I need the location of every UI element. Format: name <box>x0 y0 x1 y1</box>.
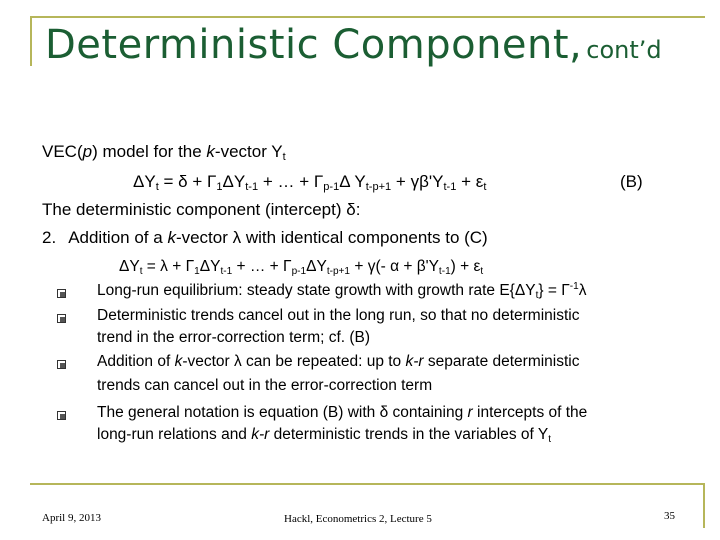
b1-mid: } = Γ <box>538 282 570 299</box>
b4-pre: The general notation is equation (B) with δ containing <box>97 404 468 421</box>
intro-p: p <box>82 142 93 161</box>
bullet-4-line-2 <box>97 426 551 444</box>
item2-k: k <box>167 228 176 247</box>
eqb-s4: + … + Γ <box>258 172 324 191</box>
title-main: Deterministic Component, <box>45 22 583 68</box>
footer-center: Hackl, Econometrics 2, Lecture 5 <box>284 513 432 525</box>
eqc-t5: t-p+1 <box>326 266 351 277</box>
item-2 <box>42 228 488 248</box>
b3-kr: k-r <box>405 353 424 370</box>
intro-pre: VEC( <box>42 142 83 161</box>
eqb-t2: 1 <box>216 181 223 193</box>
eqc-t7: t <box>480 266 484 277</box>
eqb-t7: t <box>483 181 487 193</box>
eqb-t4: p-1 <box>323 181 340 193</box>
frame-right-line <box>703 483 705 528</box>
deterministic-line: The deterministic component (intercept) δ: <box>42 200 361 219</box>
b3-mid: -vector λ can be repeated: up to <box>182 353 406 370</box>
eqc-s1: ΔY <box>119 258 140 275</box>
bullet-icon <box>57 314 66 323</box>
bullet-1 <box>97 282 586 300</box>
eqc-s3: ΔY <box>199 258 221 275</box>
eqc-s6: + γ(- α + β'Y <box>350 258 439 275</box>
bullet-2-line-1: Deterministic trends cancel out in the long run, so that no deterministic <box>97 307 580 324</box>
b4-sub: t <box>548 434 551 445</box>
eqc-s4: + … + Γ <box>232 258 292 275</box>
eqc-s7: ) + ε <box>450 258 481 275</box>
intro-line <box>42 142 286 162</box>
equation-b-label: (B) <box>620 172 643 191</box>
eqc-t2: 1 <box>194 266 200 277</box>
eqb-t5: t-p+1 <box>365 181 392 193</box>
eqb-s1: ΔY <box>133 172 156 191</box>
title-sub: cont’d <box>586 36 662 64</box>
intro-sub: t <box>282 151 286 163</box>
b1-text: Long-run equilibrium: steady state growth with growth rate E{ΔY <box>97 282 536 299</box>
item2-pre: Addition of a <box>68 228 168 247</box>
intro-post: ) model for the <box>92 142 207 161</box>
b4-kr: k-r <box>251 426 270 443</box>
equation-c <box>119 258 483 276</box>
eqc-t3: t-1 <box>220 266 233 277</box>
eqb-s5: Δ Y <box>339 172 366 191</box>
slide-title <box>45 22 662 68</box>
eqc-t4: p-1 <box>291 266 307 277</box>
eqb-s2: = δ + Γ <box>158 172 217 191</box>
b1-end: λ <box>578 282 587 299</box>
eqb-s7: + ε <box>456 172 484 191</box>
b4-l2a: long-run relations and <box>97 426 252 443</box>
eqb-s6: + γβ'Y <box>391 172 444 191</box>
eqc-t6: t-1 <box>438 266 451 277</box>
footer-page-number: 35 <box>664 510 675 522</box>
eqc-t1: t <box>139 266 143 277</box>
intro-post2: -vector Y <box>214 142 283 161</box>
frame-left-line <box>30 16 32 66</box>
b4-post: intercepts of the <box>472 404 588 421</box>
b4-l2b: deterministic trends in the variables of Y <box>269 426 549 443</box>
b3-post: separate deterministic <box>423 353 580 370</box>
b1-sub: t <box>535 290 539 301</box>
eqc-s2: = λ + Γ <box>142 258 195 275</box>
bullet-2-line-2: trend in the error-correction term; cf. (B) <box>97 329 371 346</box>
intro-k: k <box>206 142 215 161</box>
eqb-s3: ΔY <box>222 172 246 191</box>
bullet-3-line-2: trends can cancel out in the error-correction term <box>97 377 433 394</box>
b3-pre: Addition of <box>97 353 175 370</box>
equation-b <box>133 172 486 192</box>
b1-sup: -1 <box>569 281 579 292</box>
eqb-t6: t-1 <box>443 181 457 193</box>
eqb-t1: t <box>155 181 159 193</box>
bullet-4-line-1 <box>97 404 587 422</box>
item2-post: -vector λ with identical components to (C) <box>175 228 488 247</box>
frame-top-line <box>30 16 705 18</box>
bullet-3-line-1 <box>97 353 580 371</box>
eqc-s5: ΔY <box>306 258 327 275</box>
bullet-icon <box>57 289 66 298</box>
frame-bottom-line <box>30 483 705 485</box>
bullet-icon <box>57 360 66 369</box>
b3-k: k <box>174 353 183 370</box>
item2-num: 2. <box>42 228 57 247</box>
footer-date: April 9, 2013 <box>42 512 101 524</box>
b4-r: r <box>467 404 473 421</box>
eqb-t3: t-1 <box>245 181 259 193</box>
bullet-icon <box>57 411 66 420</box>
